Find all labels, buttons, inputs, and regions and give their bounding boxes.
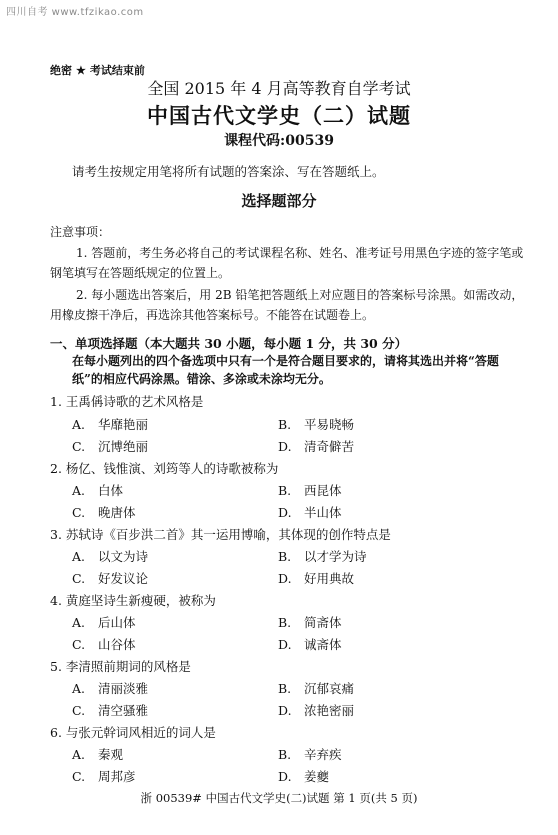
option-a [72, 745, 123, 763]
option-letter: B. [278, 615, 292, 630]
option-text: 姜夔 [304, 769, 330, 784]
option-a [72, 679, 148, 697]
option-text: 半山体 [304, 505, 342, 520]
answer-instruction: 请考生按规定用笔将所有试题的答案涂、写在答题纸上。 [72, 164, 385, 179]
option-text: 清丽淡雅 [98, 681, 149, 696]
option-b [278, 745, 342, 763]
option-letter: B. [278, 681, 292, 696]
option-letter: B. [278, 483, 292, 498]
part-title: 选择题部分 [241, 192, 317, 210]
option-text: 晚唐体 [98, 505, 136, 520]
option-letter: B. [278, 417, 292, 432]
option-text: 秦观 [98, 747, 124, 762]
option-b [278, 613, 342, 631]
option-text: 白体 [98, 483, 124, 498]
secret-label: 绝密 [50, 64, 72, 77]
option-d [278, 437, 354, 455]
secret-note: 考试结束前 [89, 64, 145, 77]
option-c [72, 503, 136, 521]
option-letter: D. [278, 637, 292, 652]
option-text: 好发议论 [98, 571, 149, 586]
note-item-2: 2. 每小题选出答案后，用 2B 铅笔把答题纸上对应题目的答案标号涂黑。如需改动，用橡皮擦干净后，再选涂其他答案标号。不能答在试题卷上。 [50, 288, 524, 322]
option-b [278, 415, 354, 433]
option-text: 清奇僻苦 [304, 439, 355, 454]
option-text: 华靡艳丽 [98, 417, 149, 432]
question-stem: 1. 王禹偁诗歌的艺术风格是 [50, 394, 204, 409]
option-a [72, 547, 148, 565]
option-a [72, 481, 123, 499]
option-text: 清空骚雅 [98, 703, 149, 718]
option-b [278, 481, 342, 499]
course-code: 课程代码:00539 [224, 133, 334, 149]
option-d [278, 569, 354, 587]
option-c [72, 569, 148, 587]
option-d [278, 503, 342, 521]
option-letter: B. [278, 549, 292, 564]
option-text: 以才学为诗 [304, 549, 367, 564]
option-text: 山谷体 [98, 637, 136, 652]
question-stem: 3. 苏轼诗《百步洪二首》其一运用博喻，其体现的创作特点是 [50, 527, 391, 542]
option-letter: A. [72, 747, 86, 762]
star-icon: ★ [76, 64, 86, 77]
note-item-1: 1. 答题前，考生务必将自己的考试课程名称、姓名、准考证号用黑色字迹的签字笔或钢笔填写在答题纸规定的位置上。 [50, 246, 524, 280]
option-text: 浓艳密丽 [304, 703, 355, 718]
section-description: 在每小题列出的四个备选项中只有一个是符合题目要求的，请将其选出并将“答题纸”的相应代码涂黑。错涂、多涂或未涂均无分。 [72, 354, 499, 386]
question-stem: 5. 李清照前期词的风格是 [50, 659, 191, 674]
option-text: 辛弃疾 [304, 747, 342, 762]
option-letter: C. [72, 637, 86, 652]
option-text: 沉博绝丽 [98, 439, 149, 454]
option-c [72, 767, 136, 785]
option-c [72, 701, 148, 719]
option-text: 后山体 [98, 615, 136, 630]
exam-title: 全国 2015 年 4 月高等教育自学考试 [147, 79, 411, 98]
option-a [72, 613, 136, 631]
option-text: 沉郁哀痛 [304, 681, 355, 696]
option-d [278, 701, 354, 719]
option-letter: C. [72, 703, 86, 718]
option-text: 诚斋体 [304, 637, 342, 652]
option-text: 平易晓畅 [304, 417, 355, 432]
option-b [278, 679, 354, 697]
subject-title: 中国古代文学史（二）试题 [147, 103, 411, 128]
option-c [72, 635, 136, 653]
question-stem: 4. 黄庭坚诗生新瘦硬，被称为 [50, 593, 216, 608]
option-letter: C. [72, 439, 86, 454]
option-text: 以文为诗 [98, 549, 149, 564]
option-letter: D. [278, 703, 292, 718]
option-d [278, 635, 342, 653]
option-text: 周邦彦 [98, 769, 136, 784]
option-a [72, 415, 148, 433]
option-text: 好用典故 [304, 571, 355, 586]
option-letter: B. [278, 747, 292, 762]
option-letter: A. [72, 681, 86, 696]
option-c [72, 437, 148, 455]
question-stem: 2. 杨亿、钱惟演、刘筠等人的诗歌被称为 [50, 461, 279, 476]
section-title: 一、单项选择题（本大题共 30 小题，每小题 1 分，共 30 分） [50, 336, 408, 351]
option-letter: D. [278, 769, 292, 784]
option-letter: C. [72, 505, 86, 520]
option-text: 简斋体 [304, 615, 342, 630]
option-d [278, 767, 329, 785]
option-letter: C. [72, 571, 86, 586]
page-footer: 浙 00539# 中国古代文学史(二)试题 第 1 页(共 5 页) [140, 791, 418, 805]
option-letter: D. [278, 439, 292, 454]
option-letter: D. [278, 505, 292, 520]
question-stem: 6. 与张元幹词风相近的词人是 [50, 725, 216, 740]
option-letter: A. [72, 417, 86, 432]
option-letter: D. [278, 571, 292, 586]
option-letter: C. [72, 769, 86, 784]
option-text: 西昆体 [304, 483, 342, 498]
option-letter: A. [72, 483, 86, 498]
option-letter: A. [72, 615, 86, 630]
option-b [278, 547, 367, 565]
option-letter: A. [72, 549, 86, 564]
site-watermark: 四川自考 www.tfzikao.com [6, 7, 144, 18]
notes-heading: 注意事项： [50, 225, 111, 239]
